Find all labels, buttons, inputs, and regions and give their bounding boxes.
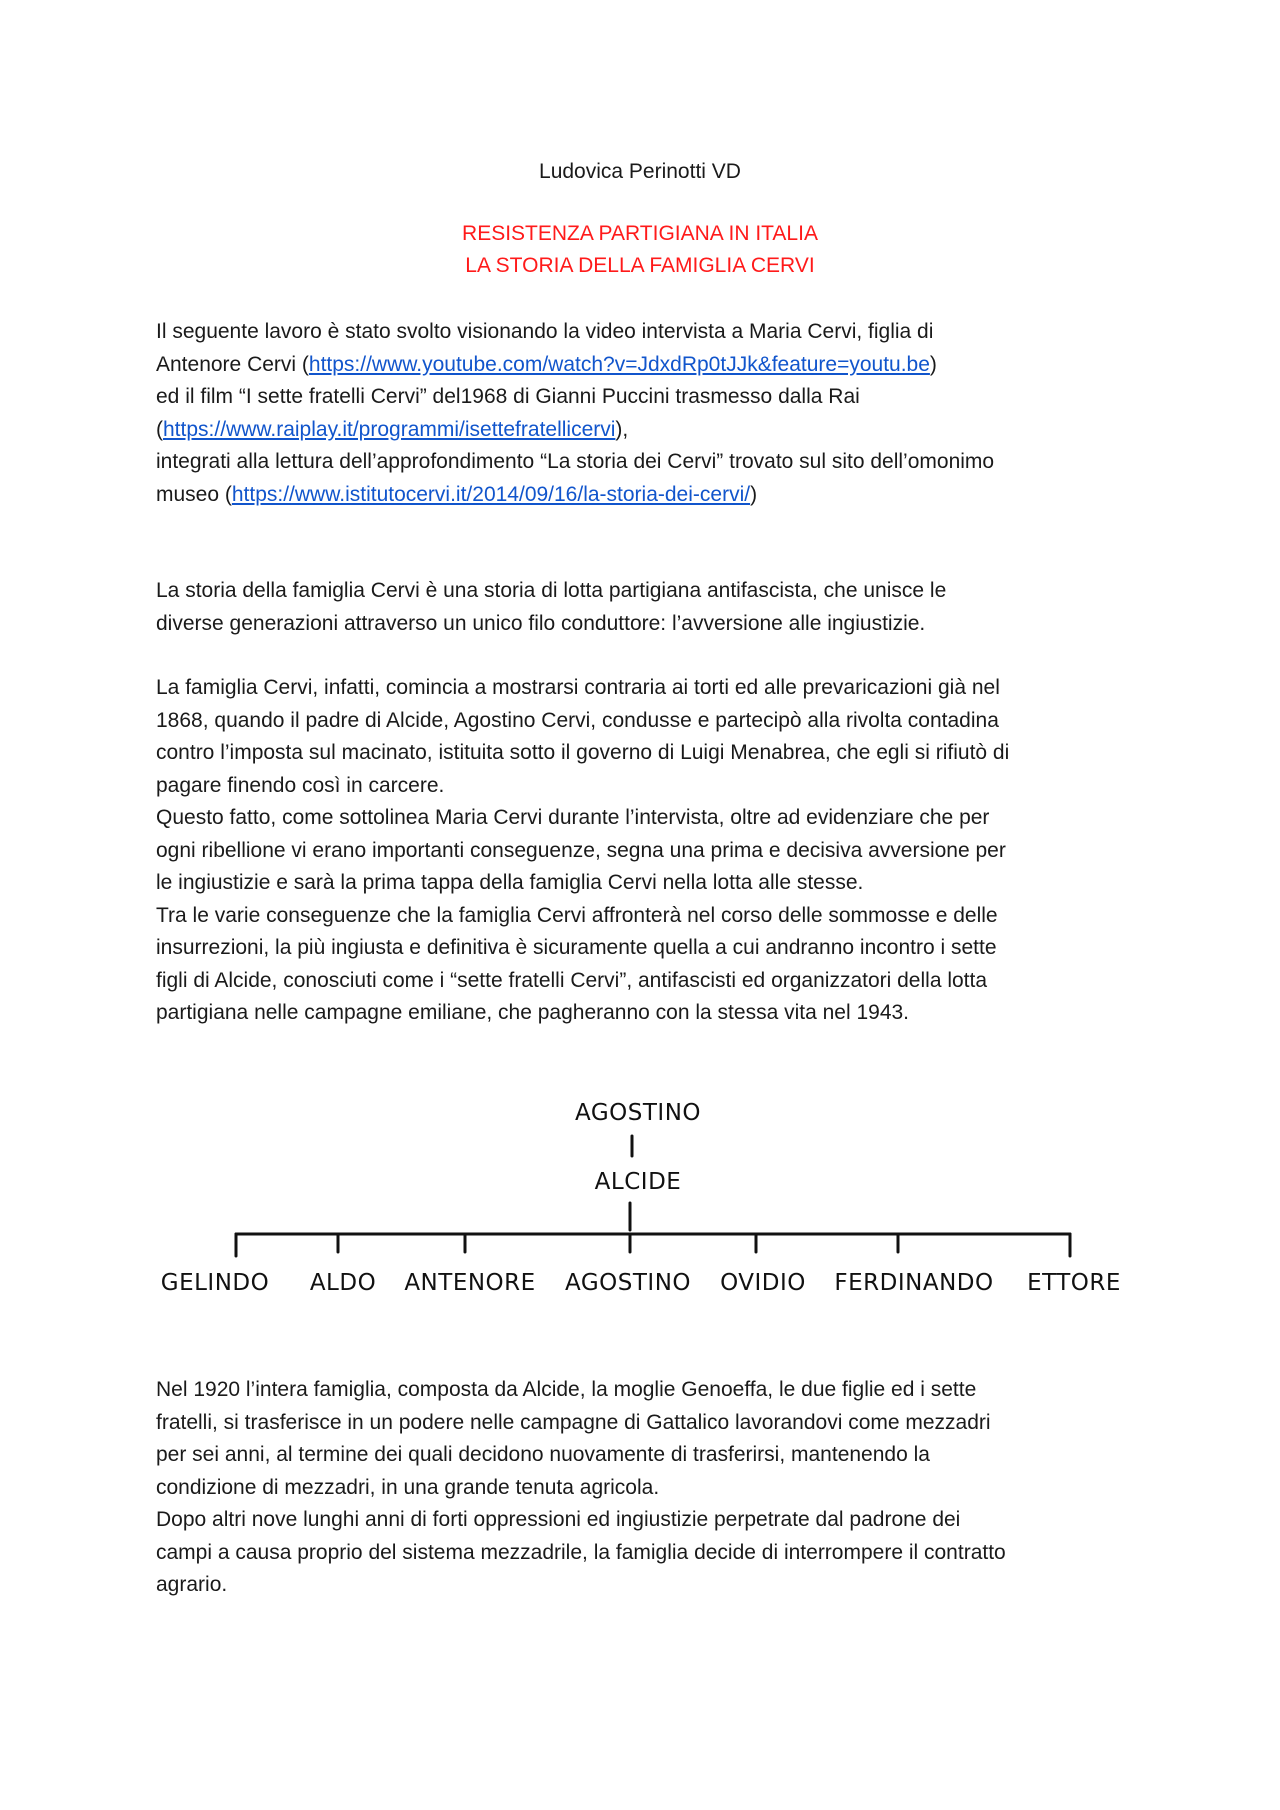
istitutocervi-link[interactable]: https://www.istitutocervi.it/2014/09/16/la-storia-dei-cervi/: [231, 482, 751, 506]
tree-father-label: ALCIDE: [594, 1169, 682, 1195]
intro-line: [156, 349, 1136, 382]
paragraph-line: fratelli, si trasferisce in un podere nelle campagne di Gattalico lavorandovi come mezzadri: [156, 1410, 991, 1434]
intro-line: [156, 479, 1136, 512]
intro-line: [156, 414, 1136, 447]
document-title: [0, 218, 1280, 282]
intro-line: Il seguente lavoro è stato svolto visionando la video intervista a Maria Cervi, figlia di: [156, 320, 934, 343]
family-tree-diagram: [160, 1100, 1140, 1300]
paragraph-line: le ingiustizie e sarà la prima tappa della famiglia Cervi nella lotta alle stesse.: [156, 871, 864, 894]
intro-text: museo (: [156, 482, 232, 506]
tree-son-ettore: ETTORE: [1027, 1270, 1121, 1296]
intro-paragraph: [156, 316, 1136, 511]
intro-line: integrati alla lettura dell’approfondimento “La storia dei Cervi” trovato sul sito dell’omonimo: [156, 450, 995, 473]
tree-son-gelindo: GELINDO: [160, 1270, 270, 1296]
intro-line: ed il film “I sette fratelli Cervi” del1968 di Gianni Puccini trasmesso dalla Rai: [156, 385, 860, 408]
paragraph-line: diverse generazioni attraverso un unico filo conduttore: l’avversione alle ingiustizie.: [156, 611, 926, 635]
paragraph-line: pagare finendo così in carcere.: [156, 773, 445, 797]
paragraph-line: figli di Alcide, conosciuti come i “sette fratelli Cervi”, antifascisti ed organizzatori della lotta: [156, 968, 988, 992]
paragraph-line: Nel 1920 l’intera famiglia, composta da Alcide, la moglie Genoeffa, le due figlie ed i sette: [156, 1378, 977, 1401]
paragraph-line: agrario.: [156, 1573, 228, 1596]
paragraph-line: contro l’imposta sul macinato, istituita sotto il governo di Luigi Menabrea, che egli si rifiutò di: [156, 741, 1010, 764]
intro-text: ),: [615, 417, 629, 441]
tree-son-agostino: AGOSTINO: [565, 1270, 691, 1296]
tree-son-aldo: ALDO: [309, 1270, 377, 1296]
paragraph-line: La storia della famiglia Cervi è una storia di lotta partigiana antifascista, che unisce le: [156, 579, 947, 602]
tree-son-ferdinando: FERDINANDO: [834, 1270, 994, 1296]
paragraph-line: campi a causa proprio del sistema mezzadrile, la famiglia decide di interrompere il contratto: [156, 1540, 1006, 1564]
paragraph-line: La famiglia Cervi, infatti, comincia a mostrarsi contraria ai torti ed alle prevaricazioni già nel: [156, 676, 1000, 699]
paragraph-line: insurrezioni, la più ingiusta e definitiva è sicuramente quella a cui andranno incontro i sette: [156, 936, 997, 959]
paragraph-line: ogni ribellione vi erano importanti conseguenze, segna una prima e decisiva avversione per: [156, 838, 1006, 862]
tree-son-ovidio: OVIDIO: [720, 1270, 806, 1296]
title-line-1: RESISTENZA PARTIGIANA IN ITALIA: [462, 222, 818, 245]
paragraph-line: 1868, quando il padre di Alcide, Agostino Cervi, condusse e partecipò alla rivolta contadina: [156, 708, 999, 732]
tree-grandfather-label: AGOSTINO: [575, 1100, 701, 1126]
paragraph-2: [156, 672, 1136, 1030]
tree-son-antenore: ANTENORE: [404, 1270, 536, 1296]
intro-text: ): [929, 352, 937, 376]
raiplay-link[interactable]: https://www.raiplay.it/programmi/isettefratellicervi: [163, 417, 616, 441]
intro-text: ): [750, 482, 758, 506]
paragraph-1: [156, 575, 1136, 640]
paragraph-line: Tra le varie conseguenze che la famiglia Cervi affronterà nel corso delle sommosse e delle: [156, 903, 998, 927]
intro-text: Antenore Cervi (: [156, 352, 309, 376]
paragraph-3: [156, 1374, 1136, 1602]
paragraph-line: condizione di mezzadri, in una grande tenuta agricola.: [156, 1475, 660, 1499]
title-line-2: LA STORIA DELLA FAMIGLIA CERVI: [465, 254, 815, 277]
paragraph-line: partigiana nelle campagne emiliane, che pagheranno con la stessa vita nel 1943.: [156, 1001, 910, 1024]
author-name: Ludovica Perinotti VD: [539, 160, 741, 183]
paragraph-line: Dopo altri nove lunghi anni di forti oppressioni ed ingiustizie perpetrate dal padrone dei: [156, 1508, 961, 1531]
youtube-link[interactable]: https://www.youtube.com/watch?v=JdxdRp0tJJk&feature=youtu.be: [308, 352, 930, 376]
intro-text: (: [156, 417, 163, 441]
paragraph-line: Questo fatto, come sottolinea Maria Cervi durante l’intervista, oltre ad evidenziare che per: [156, 806, 990, 829]
paragraph-line: per sei anni, al termine dei quali decidono nuovamente di trasferirsi, mantenendo la: [156, 1443, 930, 1466]
